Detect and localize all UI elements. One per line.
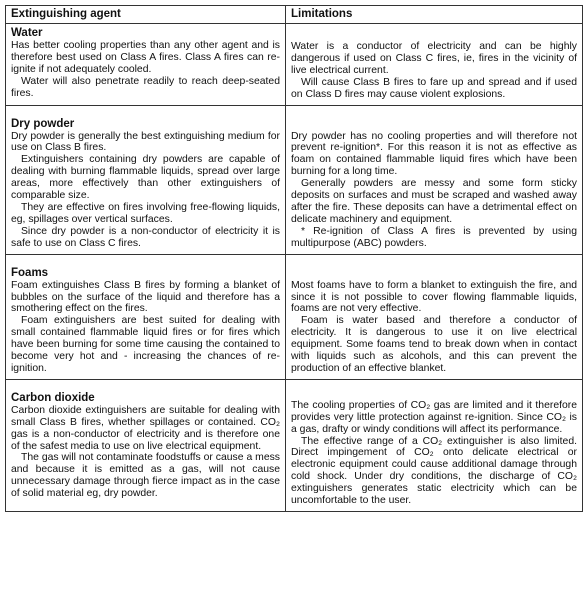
agent-cell (6, 105, 286, 254)
table-row (6, 379, 583, 511)
agent-text: Water will also penetrate readily to reach deep-seated fires. (11, 75, 280, 99)
limitation-cell (286, 254, 583, 379)
limitation-text: * Re-ignition of Class A fires is prevented by using multipurpose (ABC) powders. (291, 225, 577, 249)
agent-text: Extinguishers containing dry powders are capable of dealing with burning flammable liquids, spread over large areas, more effectively than other extinguishers of comparable size. (11, 154, 280, 202)
agent-text: Since dry powder is a non-conductor of electricity it is safe to use on Class C fires. (11, 225, 280, 249)
header-limitations: Limitations (286, 6, 583, 24)
agent-name: Carbon dioxide (11, 391, 95, 404)
agent-text: Dry powder is generally the best extinguishing medium for use on Class B fires. (11, 130, 280, 154)
agent-text: The gas will not contaminate foodstuffs or cause a mess and because it is emitted as a gas, will not cause unnecessary damage through fierce impact as in the case of solid material eg, dry powder. (11, 452, 280, 500)
table-row (6, 254, 583, 379)
limitation-text: Will cause Class B fires to fare up and spread and if used on Class D fires may cause violent explosions. (291, 76, 577, 100)
limitation-cell (286, 379, 583, 511)
agent-text: They are effective on fires involving free-flowing liquids, eg, spillages over vertical surfaces. (11, 201, 280, 225)
table-row (6, 105, 583, 254)
agent-cell (6, 24, 286, 106)
agent-text: Has better cooling properties than any other agent and is therefore best used on Class A fires. Class A fires can re-ignite if not adequately cooled. (11, 40, 280, 75)
limitation-text: Water is a conductor of electricity and can be highly dangerous if used on Class C fires, ie, fires in the vicinity of live electrical current. (291, 41, 577, 76)
header-row (6, 6, 583, 24)
agent-name: Water (11, 27, 43, 39)
agent-cell (6, 379, 286, 511)
limitation-text: Foam is water based and therefore a conductor of electricity. It is dangerous to use it on live electrical equipment. Some foams tend to break down when in contact with liquids such as alcohols, and this can prevent the production of an effective blanket. (291, 315, 577, 374)
agent-name: Dry powder (11, 117, 75, 130)
agent-cell (6, 254, 286, 379)
agent-name: Foams (11, 266, 49, 279)
limitation-cell (286, 24, 583, 106)
limitation-text: Most foams have to form a blanket to extinguish the fire, and since it is not possible to cover flowing flammable liquids, foams are not very effective. (291, 279, 577, 315)
extinguishing-agents-table (5, 5, 583, 512)
table-row (6, 24, 583, 106)
limitation-text: The effective range of a CO₂ extinguisher is also limited. Direct impingement of CO₂ onto delicate electrical or electronic equipment could cause additional damage through cold shock. Under dry conditions, the discharge of CO₂ extinguishers generates static electricity which can be uncomfortable to the user. (291, 435, 577, 507)
agent-text: Carbon dioxide extinguishers are suitable for dealing with small Class B fires, whether spillages or contained. CO₂ gas is a non-conductor of electricity and is therefore one of the safest media to use on live electrical equipment. (11, 404, 280, 452)
header-agent: Extinguishing agent (6, 6, 286, 24)
limitation-cell (286, 105, 583, 254)
agent-text: Foam extinguishes Class B fires by forming a blanket of bubbles on the surface of the liquid and therefore has a smothering effect on the fires. (11, 279, 280, 315)
limitation-text: Generally powders are messy and some form sticky deposits on surfaces and must be scraped and washed away after the fire. These deposits can have a detrimental effect on delicate machinery and equipment. (291, 178, 577, 225)
limitation-text: The cooling properties of CO₂ gas are limited and it therefore provides very little protection against re-ignition. Since CO₂ is a gas, drafty or windy conditions will affect its performance. (291, 399, 577, 435)
agent-text: Foam extinguishers are best suited for dealing with small contained flammable liquid fires or for fires which have been burning for some time causing the contained to become very hot and - increasing the chances of re-ignition. (11, 315, 280, 374)
limitation-text: Dry powder has no cooling properties and will therefore not prevent re-ignition*. For this reason it is not as effective as foam on contained flammable liquid fires which have been burning for a long time. (291, 130, 577, 178)
